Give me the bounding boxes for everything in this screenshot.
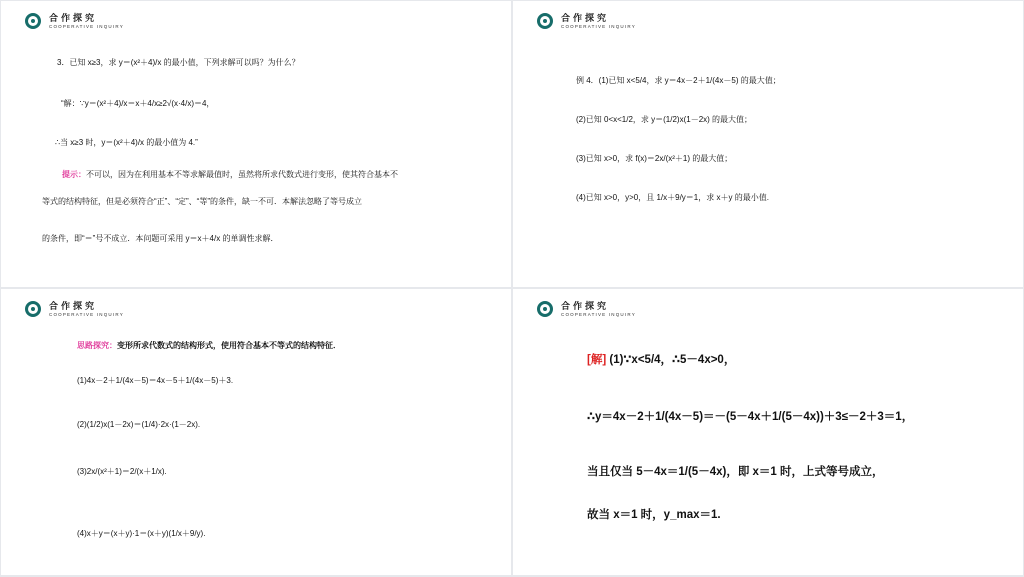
solution-text-1: (1)∵x<5/4，∴5－4x>0，: [609, 354, 736, 366]
hint-line-2: 等式的结构特征，但是必须符合“正”、“定”、“等”的条件，缺一不可．本解法忽略了等号成立: [42, 197, 362, 206]
problem-line-1: 3．已知 x≥3，求 y＝(x²＋4)/x 的最小值，下列求解可以吗？为什么？: [57, 58, 300, 67]
problem-line-3: ∴当 x≥3 时，y＝(x²＋4)/x 的最小值为 4.”: [55, 138, 198, 147]
header-title: 合作探究: [561, 13, 610, 23]
slide-1: [1, 1, 511, 287]
step-1: (1)4x－2＋1/(4x－5)＝4x－5＋1/(4x－5)＋3.: [77, 376, 234, 385]
example-item-1: 例 4．(1)已知 x<5/4，求 y＝4x－2＋1/(4x－5) 的最大值；: [576, 76, 781, 85]
header-title: 合作探究: [49, 301, 98, 311]
solution-line-2: ∴y＝4x－2＋1/(4x－5)＝－(5－4x＋1/(5－4x))＋3≤－2＋3＝1，: [587, 411, 914, 423]
example-item-4: (4)已知 x>0，y>0，且 1/x＋9/y＝1，求 x＋y 的最小值.: [576, 193, 769, 202]
solution-line-4: 故当 x＝1 时，y_max＝1.: [587, 509, 721, 521]
slide-4: [513, 289, 1023, 575]
idea-line: [77, 341, 341, 351]
step-4: (4)x＋y＝(x＋y)·1＝(x＋y)(1/x＋9/y).: [77, 529, 206, 538]
example-item-3: (3)已知 x>0，求 f(x)＝2x/(x²＋1) 的最大值；: [576, 154, 733, 163]
solution-line-1: [587, 353, 735, 367]
header-subtitle: COOPERATIVE INQUIRY: [49, 312, 124, 317]
header-title: 合作探究: [561, 301, 610, 311]
hint-line-1: [62, 170, 398, 180]
idea-label: 思路探究：: [77, 341, 117, 350]
hint-label: 提示：: [62, 170, 86, 179]
step-2: (2)(1/2)x(1－2x)＝(1/4)·2x·(1－2x).: [77, 420, 201, 429]
logo-icon: [25, 13, 41, 29]
step-3: (3)2x/(x²＋1)＝2/(x＋1/x).: [77, 467, 167, 476]
hint-text-1: 不可以，因为在利用基本不等求解最值时，虽然将所求代数式进行变形，使其符合基本不: [86, 170, 398, 179]
solution-label: [解]: [587, 354, 607, 366]
logo-icon: [25, 301, 41, 317]
hint-line-3: 的条件，即“＝”号不成立．本问题可采用 y＝x＋4/x 的单调性求解．: [42, 234, 279, 243]
slide-3: [1, 289, 511, 575]
header-subtitle: COOPERATIVE INQUIRY: [49, 24, 124, 29]
example-item-2: (2)已知 0<x<1/2，求 y＝(1/2)x(1－2x) 的最大值；: [576, 115, 753, 124]
header-subtitle: COOPERATIVE INQUIRY: [561, 24, 636, 29]
header-subtitle: COOPERATIVE INQUIRY: [561, 312, 636, 317]
logo-icon: [537, 301, 553, 317]
solution-line-3: 当且仅当 5－4x＝1/(5－4x)，即 x＝1 时，上式等号成立，: [587, 466, 884, 478]
header-title: 合作探究: [49, 13, 98, 23]
logo-icon: [537, 13, 553, 29]
slide-2: [513, 1, 1023, 287]
problem-line-2: “解：∵y＝(x²＋4)/x＝x＋4/x≥2√(x·4/x)＝4，: [61, 99, 215, 108]
idea-text: 变形所求代数式的结构形式，使用符合基本不等式的结构特征．: [117, 341, 341, 350]
